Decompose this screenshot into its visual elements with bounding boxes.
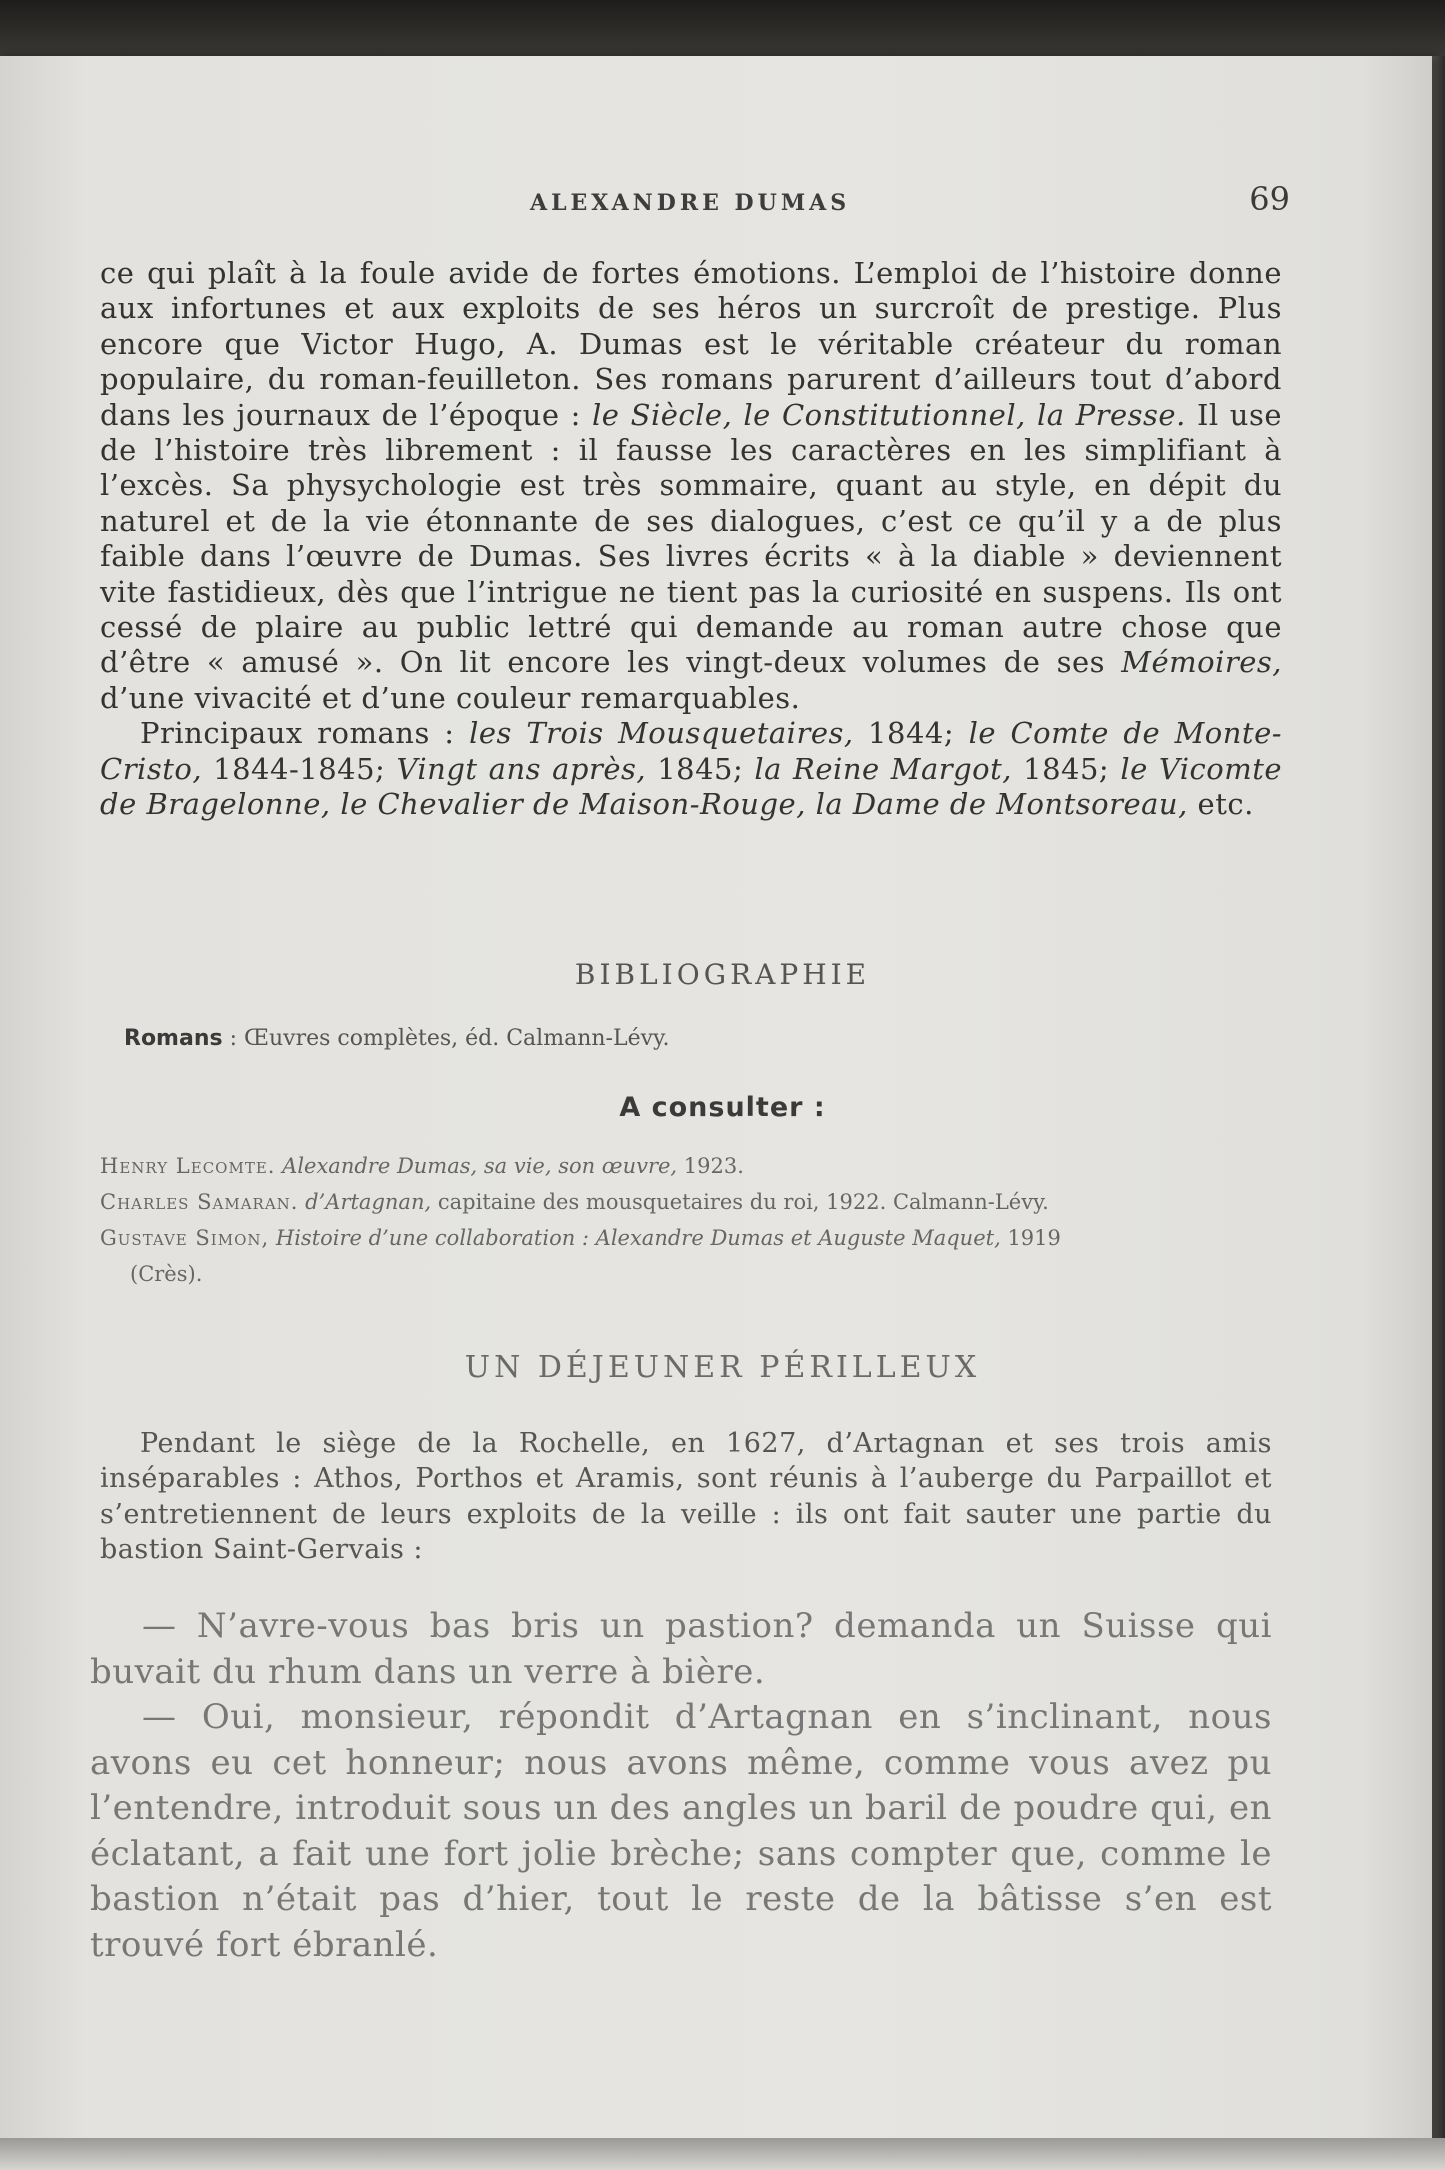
ref-continuation: (Crès). [130,1262,203,1286]
ref-title: d’Artagnan, [305,1190,432,1214]
ref-title: Alexandre Dumas, sa vie, son œuvre, [282,1154,678,1178]
newspaper-titles: le Siècle, le Constitutionnel, la Presse. [592,397,1186,432]
consult-heading: A consulter : [619,1092,826,1123]
running-title: ALEXANDRE DUMAS [530,190,851,216]
novel-year: 1844; [868,716,955,751]
main-text [100,256,1282,823]
novel-year: 1845; [1023,751,1110,786]
reference-item [100,1148,1280,1184]
novel-year: 1845; [657,751,744,786]
paragraph-text: d’une vivacité et d’une couleur remarquables. [100,680,801,715]
novel-title: la Reine Margot, [754,751,1013,786]
ref-author: Charles Samaran. [100,1190,299,1214]
dark-background-top [0,0,1445,58]
bibliography-romans [124,1026,670,1051]
novels-lead: Principaux romans : [140,716,455,751]
background-bottom [0,2138,1445,2170]
reference-list [100,1148,1280,1292]
paragraph [100,256,1282,716]
ref-rest: 1923. [683,1154,744,1178]
romans-text: : Œuvres complètes, éd. Calmann-Lévy. [229,1026,670,1051]
dialogue-line: — N’avre-vous bas bris un pastion? demanda un Suisse qui buvait du rhum dans un verre à bière. [90,1606,1272,1692]
novel-title: Vingt ans après, [396,751,647,786]
memoires-title: Mémoires, [1121,645,1282,680]
paragraph-text: ce qui plaît à la foule avide de fortes émotions. L’emploi de l’histoire donne aux infortunes et aux exploits de ses héros un surcroît de prestige. Plus encore que Victor Hugo, A. Dumas est le véritable créateur du roman populaire, du roman-feuilleton. Ses romans parurent d’ailleurs tout d’abord dans les journaux de l’époque : [100,256,1282,432]
dialogue-line: — Oui, monsieur, répondit d’Artagnan en s’inclinant, nous avons eu cet honneur; nous avons même, comme vous avez pu l’entendre, introduit sous un des angles un baril de poudre qui, en éclatant, a fait une fort jolie brèche; sans compter que, comme le bastion n’était pas d’hier, tout le reste de la bâtisse s’en est trouvé fort ébranlé. [90,1697,1272,1965]
ref-title: Histoire d’une collaboration : Alexandre Dumas et Auguste Maquet, [275,1226,1001,1250]
paragraph-text: Il use de l’histoire très librement : il fausse les caractères en les simplifiant à l’excès. Sa physychologie est très sommaire, quant au style, en dépit du naturel et de la vie étonnante de ses dialogues, c’est ce qu’il y a de plus faible dans l’œuvre de Dumas. Ses livres écrits « à la diable » deviennent vite fastidieux, dès que l’intrigue ne tient pas la curiosité en suspens. Ils ont cessé de plaire au public lettré qui demande au roman autre chose que d’être « amusé ». On lit encore les vingt-deux volumes de ses [100,397,1283,680]
ref-author: Gustave Simon, [100,1226,270,1250]
page-number: 69 [1249,180,1290,218]
extract-heading: UN DÉJEUNER PÉRILLEUX [464,1350,981,1385]
reference-item [100,1220,1280,1292]
ref-rest: capitaine des mousquetaires du roi, 1922. Calmann-Lévy. [437,1190,1049,1214]
novels-paragraph [100,716,1282,822]
bibliography-heading: BIBLIOGRAPHIE [574,958,871,991]
running-head [100,130,1290,218]
novel-year: 1844-1845; [213,751,386,786]
romans-label: Romans [124,1026,223,1051]
novel-title: le Comte de Monte-Cristo, [100,716,1283,786]
ref-rest: 1919 [1007,1226,1061,1250]
ref-author: Henry Lecomte. [100,1154,276,1178]
novel-title: le Vicomte de Bragelonne, le Chevalier de Maison-Rouge, la Dame de Montsoreau, [100,751,1283,822]
reference-item [100,1184,1280,1220]
novels-end: etc. [1197,787,1254,822]
novel-title: les Trois Mousquetaires, [469,716,854,751]
extract-intro: Pendant le siège de la Rochelle, en 1627, d’Artagnan et ses trois amis inséparables : Athos, Porthos et Aramis, sont réunis à l’auberge du Parpaillot et s’entretiennent de leurs exploits de la veille : ils ont fait sauter une partie du bastion Saint-Gervais : [100,1428,1272,1566]
extract-text [90,1604,1272,1968]
